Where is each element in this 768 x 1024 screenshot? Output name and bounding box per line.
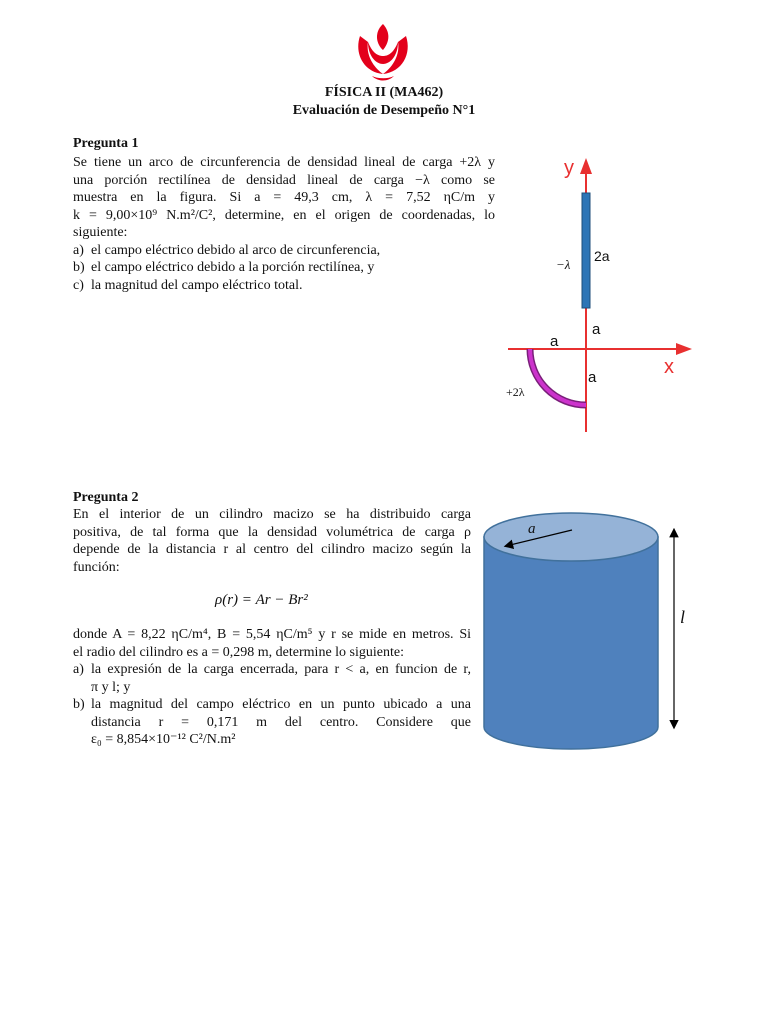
q2-line-6: el radio del cilindro es a = 0,298 m, determine lo siguiente: [73,644,404,660]
x-axis-label: x [664,356,674,378]
q1-item-b [73,259,495,277]
radius-label: a [528,521,536,537]
y-axis-label: y [564,157,574,179]
radius-left-label: a [550,333,559,350]
q2-item-a-cont: π y l; y [91,679,131,695]
q2-line-2: positiva, de tal forma que la densidad volumétrica de carga ρ [73,524,471,540]
q2-item-a-label: a) [73,662,84,677]
q1-line-3: muestra en la figura. Si a = 49,3 cm, λ = 7,52 ηC/m y [73,190,495,205]
q2-item-a [73,661,471,696]
q2-figure [480,505,700,765]
gap-label: a [592,321,601,338]
q2-item-b-label: b) [73,697,85,712]
q2-line-4: función: [73,559,120,575]
evaluation-title: Evaluación de Desempeño N°1 [292,103,476,118]
q2-item-b [73,696,471,749]
question-2-text-cont [73,626,471,749]
question-1-text [73,154,495,294]
university-logo [354,22,412,84]
q1-item-a [73,242,495,260]
q2-line-5: donde A = 8,22 ηC/m⁴, B = 5,54 ηC/m⁵ y r se mide en metros. Si [73,627,471,642]
rod-length-label: 2a [594,248,610,264]
question-1-title: Pregunta 1 [73,136,139,151]
arc-charge-label: +2λ [506,385,525,399]
y-axis-arrow [580,158,592,174]
q2-formula: ρ(r) = Ar − Br² [215,592,308,608]
cylinder-body [484,537,658,749]
q1-item-c-label: c) [73,277,84,293]
question-2-title: Pregunta 2 [73,490,139,505]
q2-item-b-text: la magnitud del campo eléctrico en un punto ubicado a una [91,697,471,712]
cylinder-top [484,513,658,561]
q1-item-a-label: a) [73,242,84,258]
q2-line-3: depende de la distancia r al centro del cilindro macizo según la [73,542,471,557]
q1-item-c [73,277,495,295]
q1-line-1: Se tiene un arco de circunferencia de densidad lineal de carga +2λ y [73,155,495,170]
q1-item-a-text: el campo eléctrico debido al arco de circunferencia, [91,242,381,258]
x-axis-arrow [676,343,692,355]
length-label: l [680,607,686,627]
q2-item-b-cont: distancia r = 0,171 m del centro. Considere que [91,714,471,730]
q1-item-c-text: la magnitud del campo eléctrico total. [91,277,303,293]
q1-line-4: k = 9,00×10⁹ N.m²/C², determine, en el origen de coordenadas, lo [73,207,495,223]
q1-line-5: siguiente: [73,225,128,240]
q2-line-1: En el interior de un cilindro macizo se ha distribuido carga [73,507,471,522]
q2-item-b-cont2: ε₀ = 8,854×10⁻¹² C²/N.m² [91,732,236,747]
course-title: FÍSICA II (MA462) [324,85,444,100]
rod-charge-label: −λ [556,257,571,272]
radius-down-label: a [588,369,597,386]
q1-figure [500,150,700,435]
q1-item-b-text: el campo eléctrico debido a la porción rectilínea, y [91,260,375,275]
q1-line-2: una porción rectilínea de densidad lineal de carga −λ como se [73,172,495,188]
q1-item-b-label: b) [73,260,85,275]
q2-item-a-text: la expresión de la carga encerrada, para r < a, en funcion de r, [91,662,471,677]
charged-rod [582,193,590,308]
question-2-text [73,506,471,576]
